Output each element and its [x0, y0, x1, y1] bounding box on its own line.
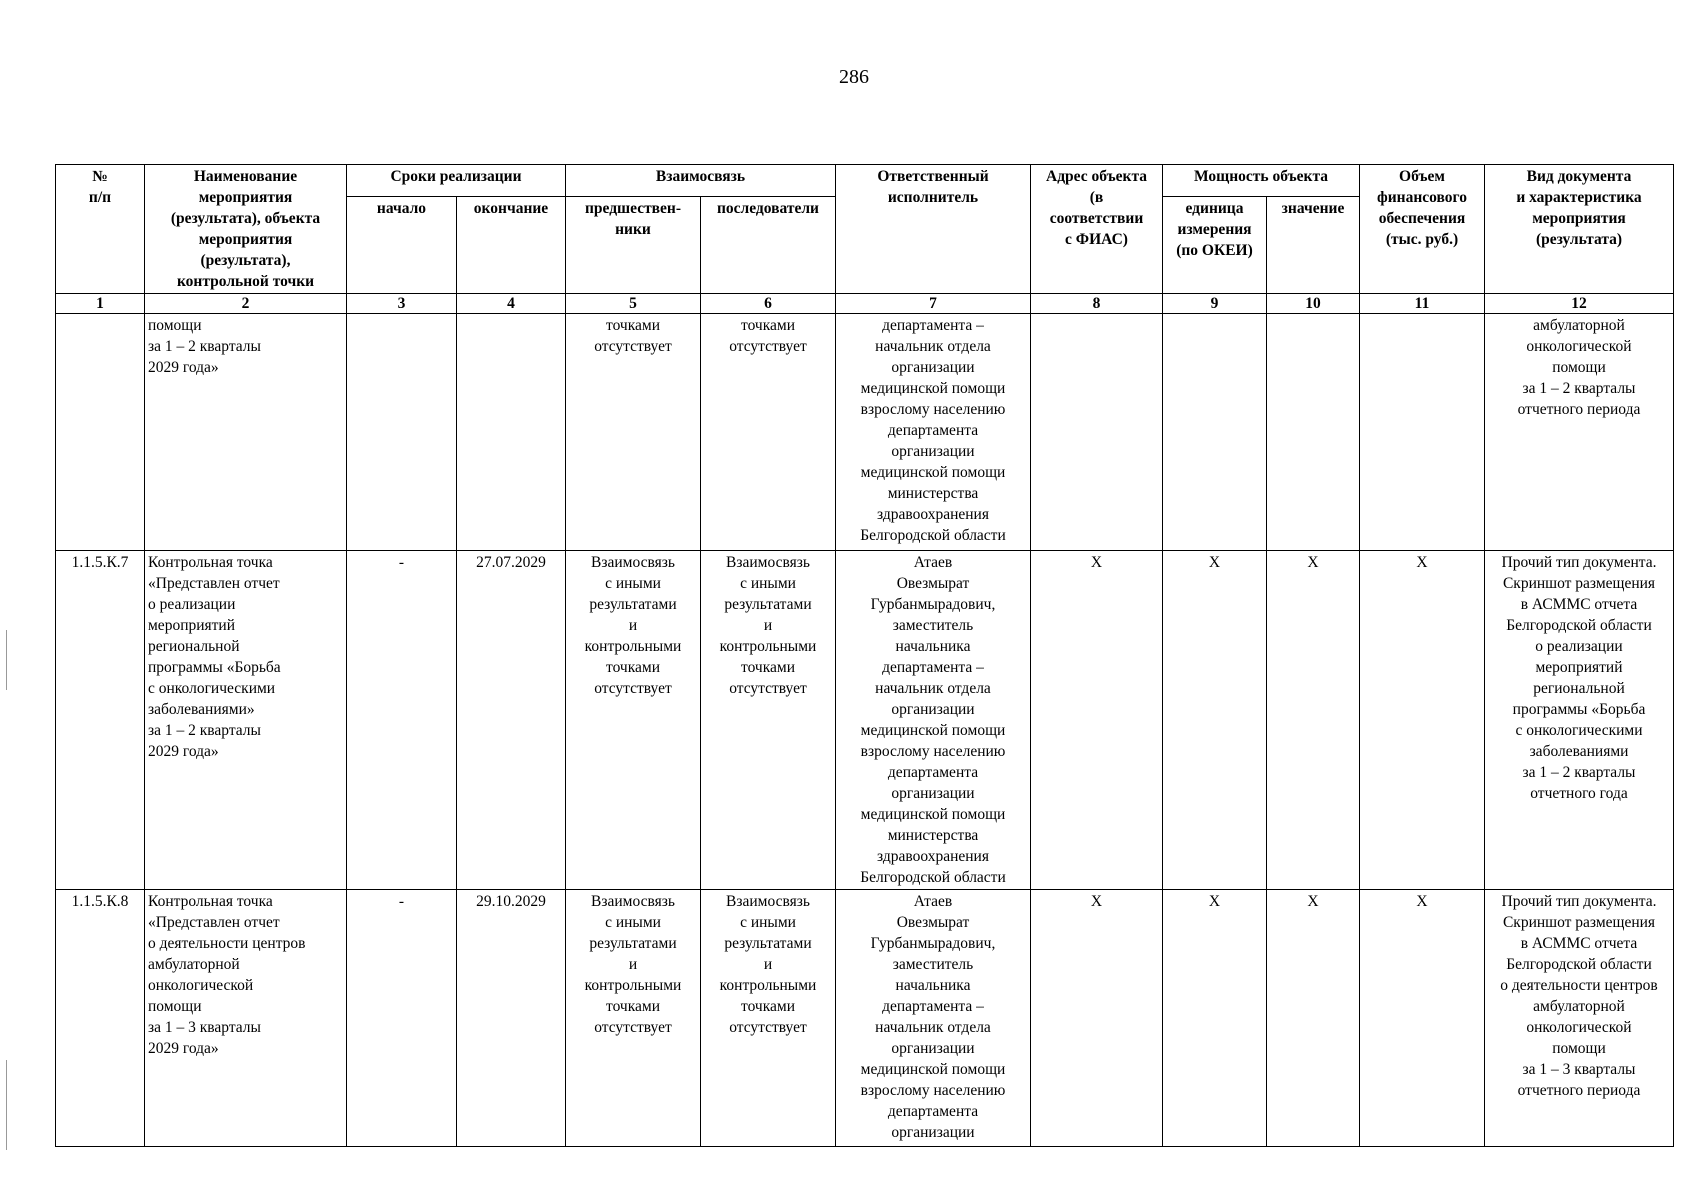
- header-link: Взаимосвязь: [566, 165, 836, 197]
- column-number: 8: [1031, 294, 1163, 314]
- column-number: 10: [1267, 294, 1360, 314]
- cell-successors: Взаимосвязь с иными результатами и контрольными точками отсутствует: [701, 551, 836, 890]
- cell-num: 1.1.5.К.8: [56, 890, 145, 1147]
- cell-unit: Х: [1163, 890, 1267, 1147]
- column-number: 6: [701, 294, 836, 314]
- scan-artifact-line: [6, 630, 7, 690]
- table-row: [56, 314, 1674, 551]
- header-name: Наименование мероприятия (результата), объекта мероприятия (результата), контрольной точки: [145, 165, 347, 294]
- header-start: начало: [347, 197, 457, 294]
- column-number-row: [56, 294, 1674, 314]
- cell-address: Х: [1031, 890, 1163, 1147]
- cell-funding: Х: [1360, 551, 1485, 890]
- cell-predecessors: Взаимосвязь с иными результатами и контрольными точками отсутствует: [566, 551, 701, 890]
- cell-num: 1.1.5.К.7: [56, 551, 145, 890]
- cell-executor: Атаев Овезмырат Гурбанмырадович, заместитель начальника департамента – начальник отдела организации медицинской помощи взрослому населению департамента организации медицинской помощи министерства здравоохранения Белгородской области: [836, 551, 1031, 890]
- cell-address: [1031, 314, 1163, 551]
- cell-successors: Взаимосвязь с иными результатами и контрольными точками отсутствует: [701, 890, 836, 1147]
- header-doc-type: Вид документа и характеристика мероприятия (результата): [1485, 165, 1674, 294]
- cell-num: [56, 314, 145, 551]
- header-end: окончание: [457, 197, 566, 294]
- cell-executor: департамента – начальник отдела организации медицинской помощи взрослому населению департамента организации медицинской помощи министерства здравоохранения Белгородской области: [836, 314, 1031, 551]
- cell-funding: Х: [1360, 890, 1485, 1147]
- header-value: значение: [1267, 197, 1360, 294]
- cell-name: помощи за 1 – 2 кварталы 2029 года»: [145, 314, 347, 551]
- header-unit: единица измерения (по ОКЕИ): [1163, 197, 1267, 294]
- column-number: 3: [347, 294, 457, 314]
- header-predecessors: предшествен- ники: [566, 197, 701, 294]
- cell-start: [347, 314, 457, 551]
- header-capacity: Мощность объекта: [1163, 165, 1360, 197]
- cell-funding: [1360, 314, 1485, 551]
- table-row: [56, 890, 1674, 1147]
- header-funding: Объем финансового обеспечения (тыс. руб.): [1360, 165, 1485, 294]
- cell-value: Х: [1267, 551, 1360, 890]
- cell-predecessors: Взаимосвязь с иными результатами и контрольными точками отсутствует: [566, 890, 701, 1147]
- cell-doc-type: амбулаторной онкологической помощи за 1 – 2 кварталы отчетного периода: [1485, 314, 1674, 551]
- cell-unit: [1163, 314, 1267, 551]
- column-number: 1: [56, 294, 145, 314]
- cell-predecessors: точками отсутствует: [566, 314, 701, 551]
- cell-value: [1267, 314, 1360, 551]
- header-terms: Сроки реализации: [347, 165, 566, 197]
- cell-doc-type: Прочий тип документа. Скриншот размещения в АСММС отчета Белгородской области о реализации мероприятий региональной программы «Борьба с онкологическими заболеваниями за 1 – 2 кварталы отчетного года: [1485, 551, 1674, 890]
- cell-doc-type: Прочий тип документа. Скриншот размещения в АСММС отчета Белгородской области о деятельности центров амбулаторной онкологической помощи за 1 – 3 кварталы отчетного периода: [1485, 890, 1674, 1147]
- cell-unit: Х: [1163, 551, 1267, 890]
- cell-name: Контрольная точка «Представлен отчет о деятельности центров амбулаторной онкологической помощи за 1 – 3 кварталы 2029 года»: [145, 890, 347, 1147]
- column-number: 2: [145, 294, 347, 314]
- cell-value: Х: [1267, 890, 1360, 1147]
- cell-executor: Атаев Овезмырат Гурбанмырадович, заместитель начальника департамента – начальник отдела организации медицинской помощи взрослому населению департамента организации: [836, 890, 1031, 1147]
- header-executor: Ответственный исполнитель: [836, 165, 1031, 294]
- column-number: 11: [1360, 294, 1485, 314]
- table-row: [56, 551, 1674, 890]
- cell-end: 27.07.2029: [457, 551, 566, 890]
- cell-start: -: [347, 890, 457, 1147]
- header-row-1: [56, 165, 1674, 197]
- column-number: 4: [457, 294, 566, 314]
- page-number: 286: [839, 66, 869, 88]
- cell-end: 29.10.2029: [457, 890, 566, 1147]
- column-number: 5: [566, 294, 701, 314]
- cell-end: [457, 314, 566, 551]
- column-number: 7: [836, 294, 1031, 314]
- scan-artifact-line: [6, 1060, 7, 1150]
- cell-successors: точками отсутствует: [701, 314, 836, 551]
- cell-name: Контрольная точка «Представлен отчет о реализации мероприятий региональной программы «Борьба с онкологическими заболеваниями» за 1 – 2 кварталы 2029 года»: [145, 551, 347, 890]
- cell-start: -: [347, 551, 457, 890]
- plan-table: [55, 164, 1674, 1147]
- header-successors: последователи: [701, 197, 836, 294]
- column-number: 12: [1485, 294, 1674, 314]
- header-num: № п/п: [56, 165, 145, 294]
- column-number: 9: [1163, 294, 1267, 314]
- cell-address: Х: [1031, 551, 1163, 890]
- header-address: Адрес объекта (в соответствии с ФИАС): [1031, 165, 1163, 294]
